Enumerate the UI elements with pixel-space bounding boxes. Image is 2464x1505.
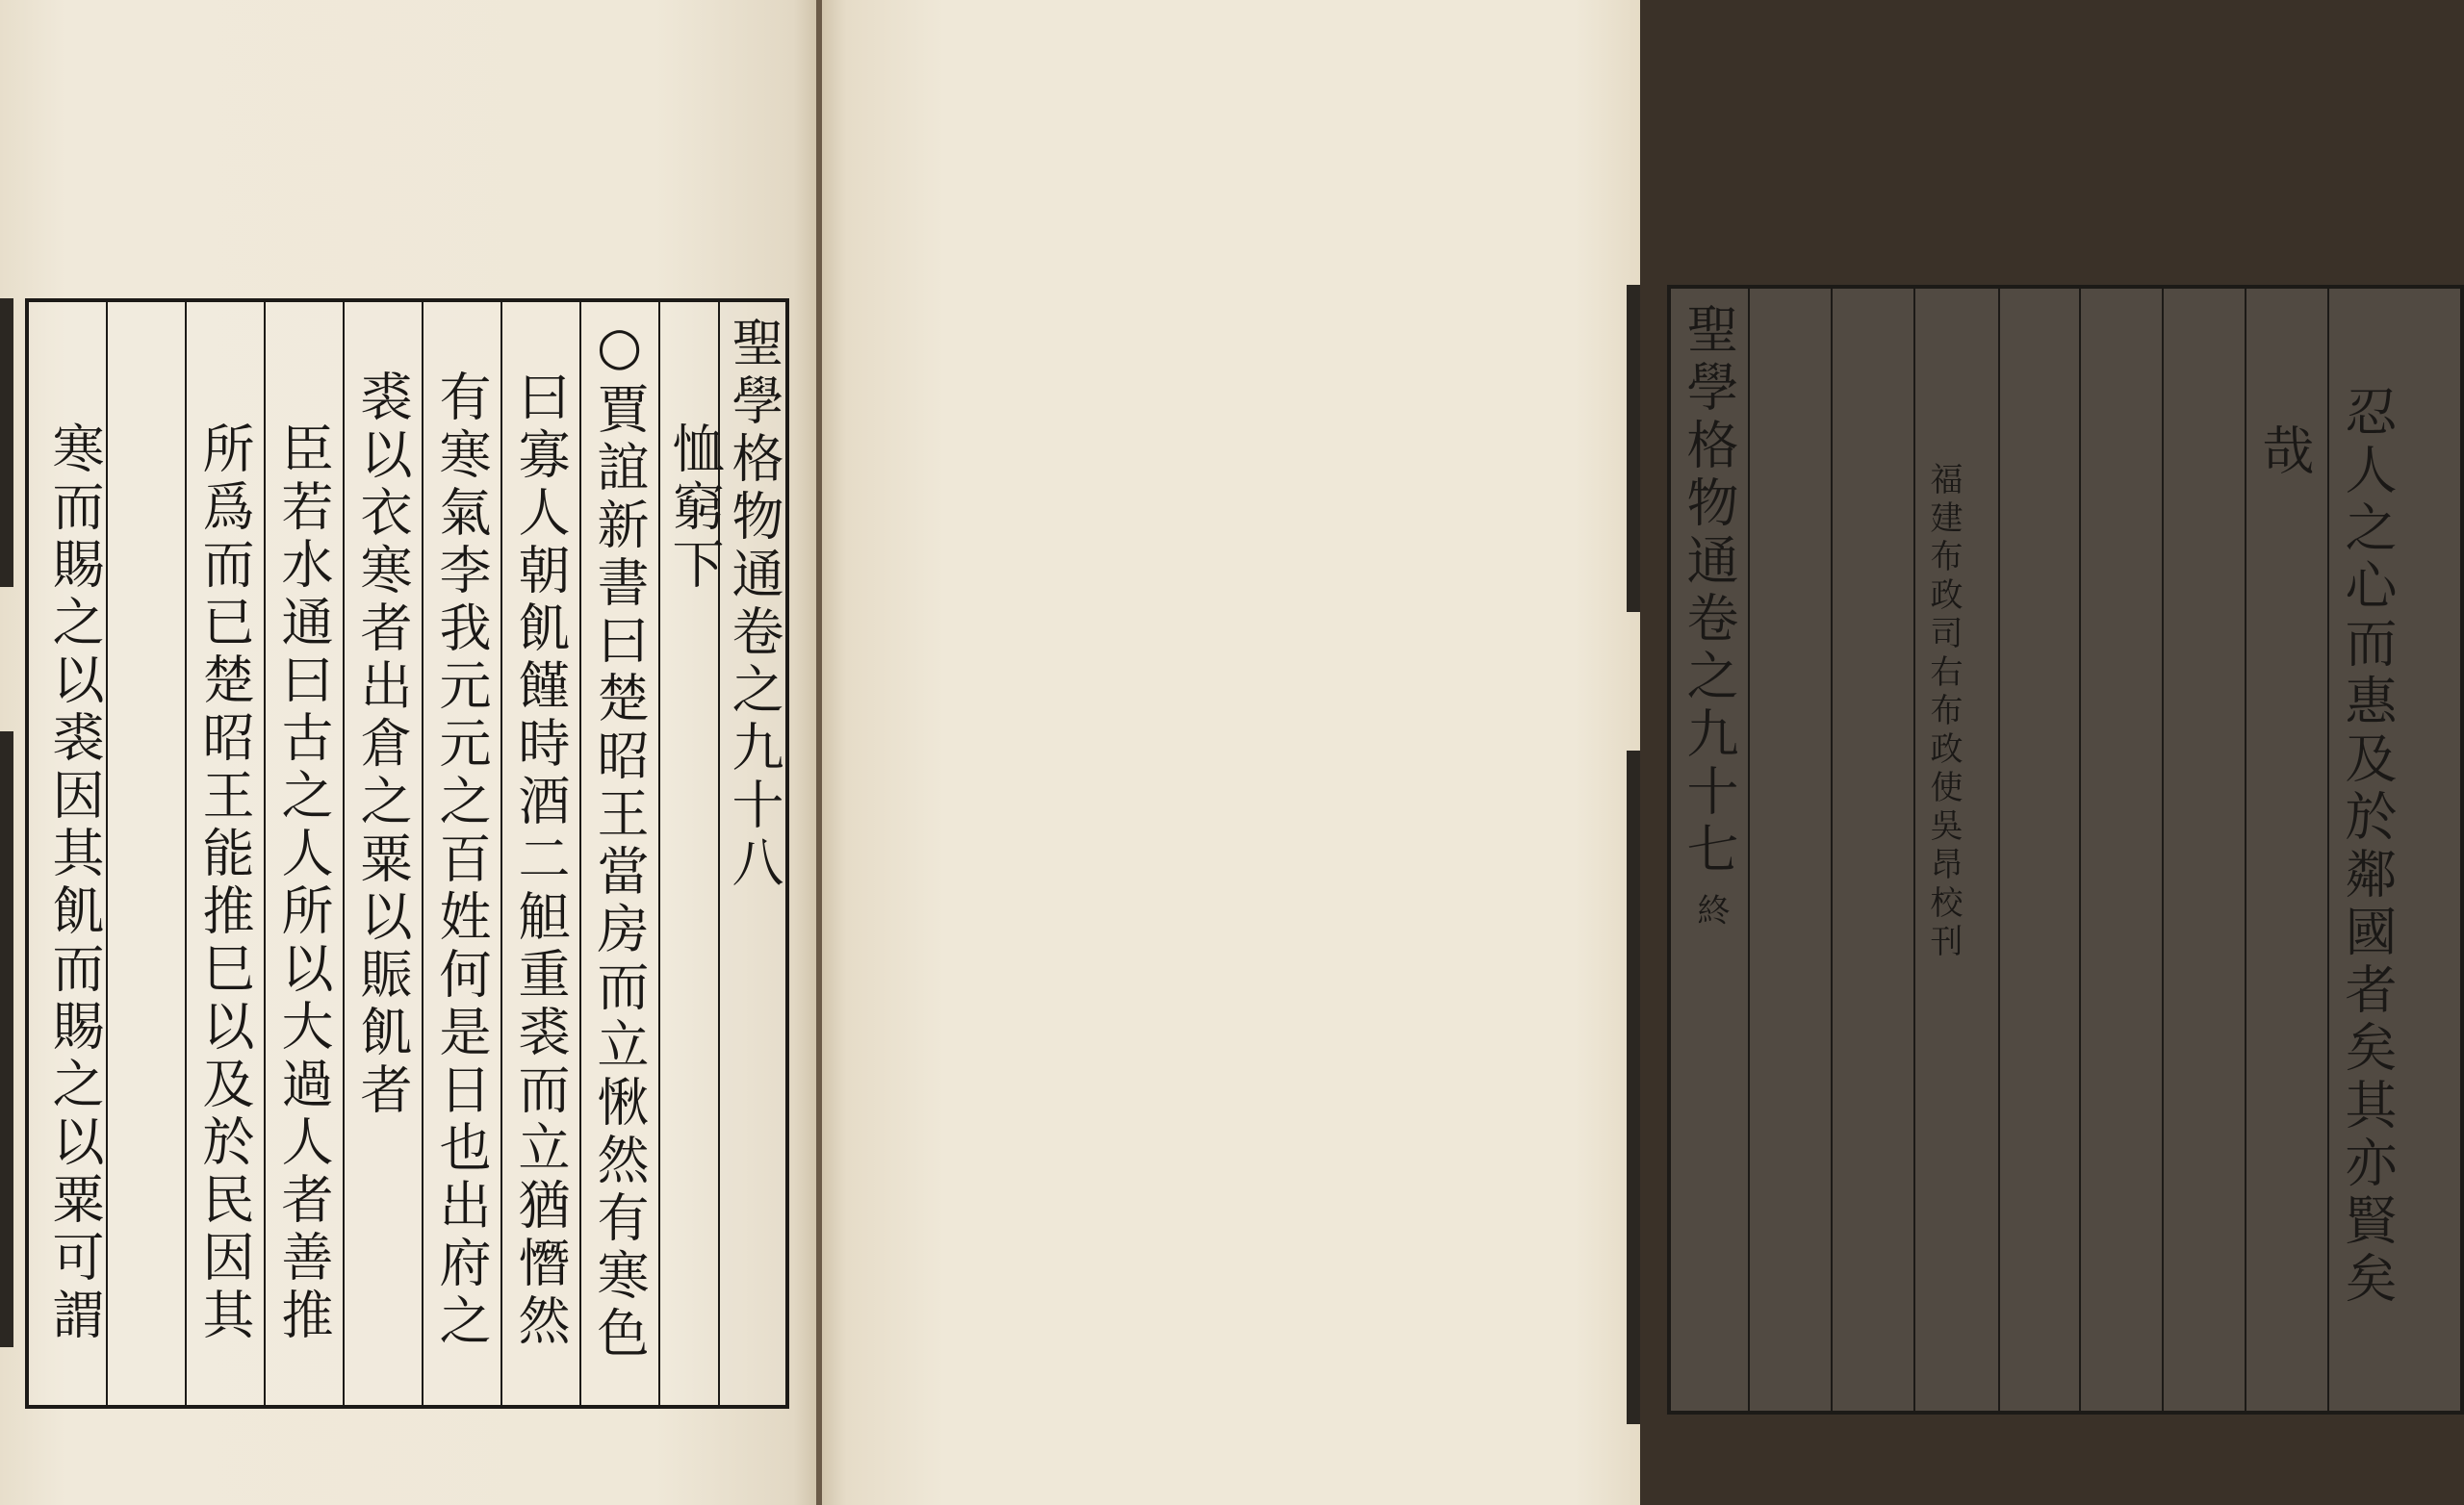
binding-edge bbox=[1627, 751, 1640, 1424]
column-rule bbox=[579, 302, 581, 1405]
text-column-6: 所爲而已楚昭王能推巳以及於民因其 bbox=[194, 421, 255, 1345]
column-rule bbox=[185, 302, 187, 1405]
column-rule bbox=[1913, 289, 1915, 1411]
column-rule bbox=[658, 302, 660, 1405]
volume-title: 聖學格物通卷之九十八 bbox=[724, 316, 784, 893]
column-rule bbox=[2245, 289, 2246, 1411]
text-column-1: ○賈誼新書曰楚昭王當房而立愀然有寒色 bbox=[589, 316, 650, 1364]
column-rule bbox=[500, 302, 502, 1405]
column-rule bbox=[1831, 289, 1833, 1411]
column-rule bbox=[343, 302, 345, 1405]
left-page bbox=[0, 0, 818, 1505]
text-column-first: 忍人之心而惠及於鄰國者矣其亦賢矣 bbox=[2337, 385, 2398, 1309]
column-rule bbox=[1748, 289, 1750, 1411]
colophon: 福建布政司右布政使吳昂校刊 bbox=[1924, 462, 1963, 962]
left-page-frame bbox=[25, 298, 789, 1409]
binding-edge bbox=[0, 731, 13, 1347]
column-rule bbox=[106, 302, 108, 1405]
column-rule bbox=[422, 302, 424, 1405]
text-column-continuation: 哉 bbox=[2254, 423, 2315, 481]
binding-edge bbox=[1627, 285, 1640, 612]
text-column-5: 臣若水通曰古之人所以大過人者善推 bbox=[273, 421, 334, 1345]
text-column-4: 裘以衣寒者出倉之粟以賑飢者 bbox=[352, 370, 413, 1120]
binding-edge bbox=[0, 298, 13, 587]
right-page bbox=[822, 0, 2398, 1505]
end-mark: 終 bbox=[1691, 893, 1730, 931]
column-rule bbox=[2327, 289, 2329, 1411]
column-rule bbox=[2162, 289, 2164, 1411]
right-page-frame bbox=[1667, 285, 2464, 1415]
end-volume-title: 聖學格物通卷之九十七 bbox=[1679, 302, 1739, 880]
column-rule bbox=[1998, 289, 2000, 1411]
text-column-3: 有寒氣李我元元之百姓何是日也出府之 bbox=[431, 370, 492, 1351]
text-column-7: 寒而賜之以裘因其飢而賜之以粟可謂 bbox=[44, 421, 105, 1345]
section-heading: 恤窮下 bbox=[664, 421, 725, 595]
text-column-2: 曰寡人朝飢饉時酒二觛重裘而立猶憯然 bbox=[510, 370, 571, 1351]
column-rule bbox=[264, 302, 266, 1405]
column-rule bbox=[2079, 289, 2081, 1411]
